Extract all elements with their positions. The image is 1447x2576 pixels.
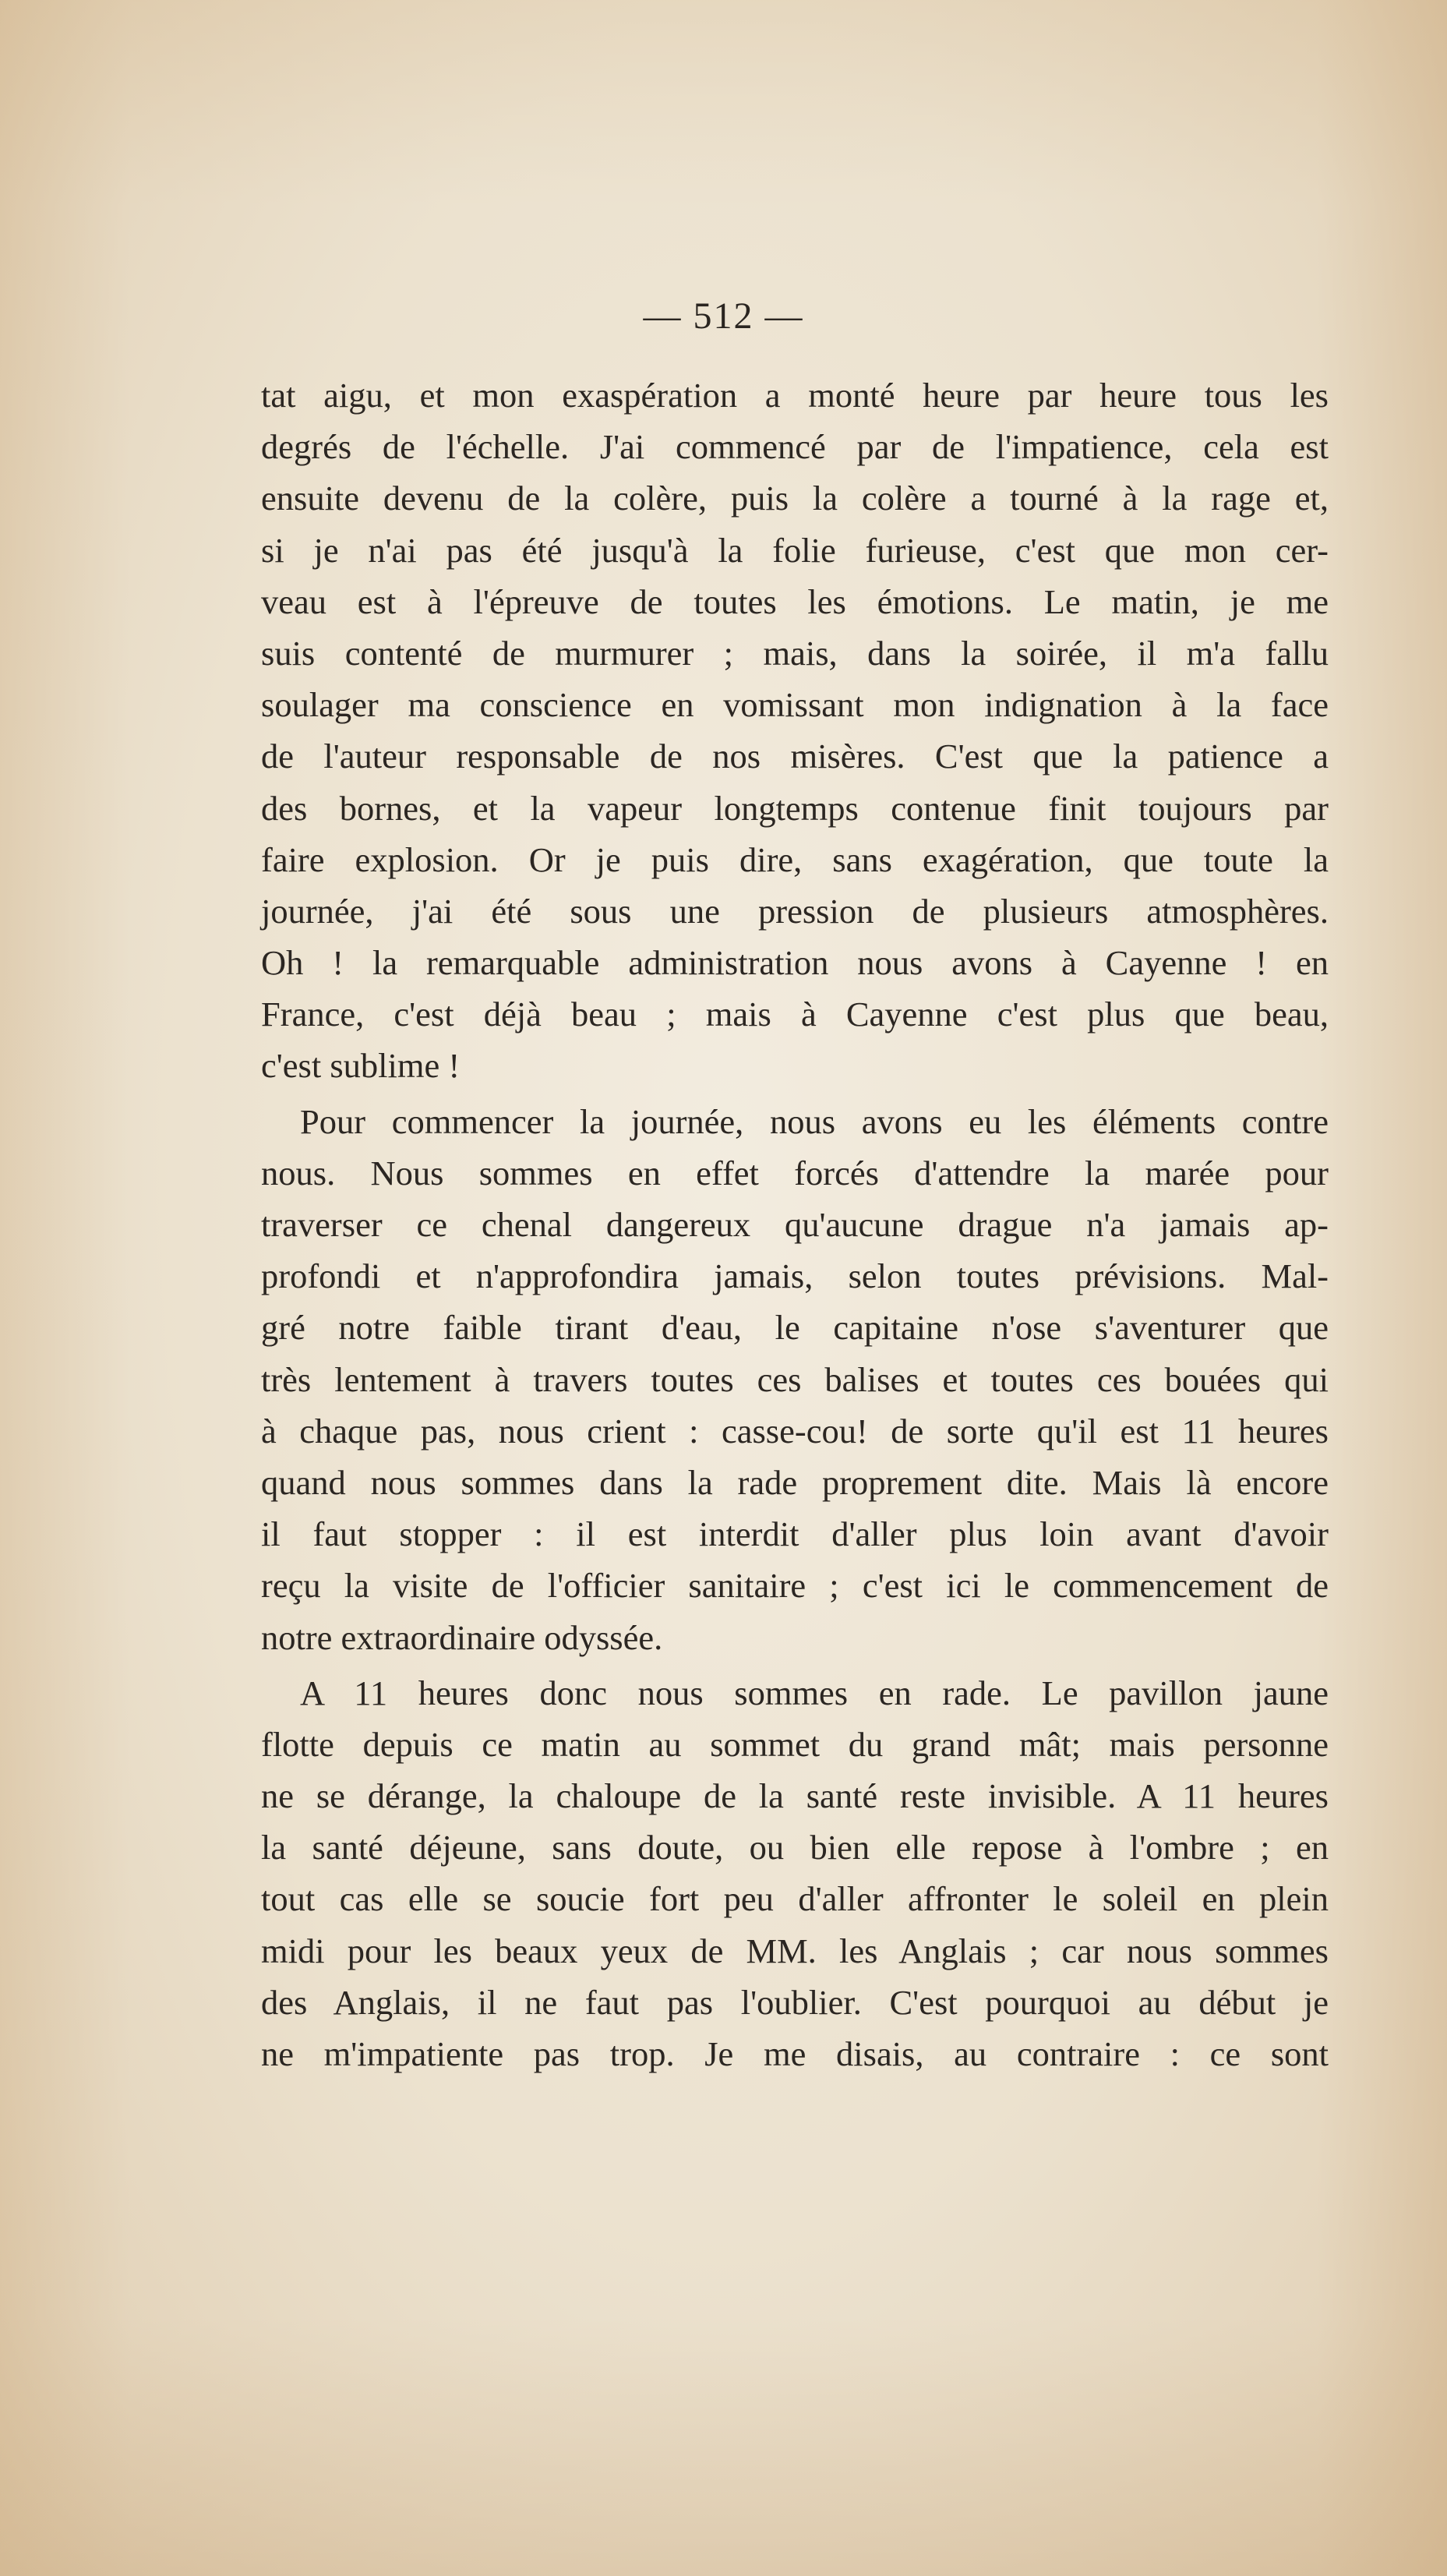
text-line: ne m'impatiente pas trop. Je me disais, au contraire : ce sont — [261, 2034, 1329, 2073]
text-line: des Anglais, il ne faut pas l'oublier. C'est pourquoi au début je — [261, 1982, 1329, 2022]
paragraph-1 — [261, 369, 1329, 1092]
text-line: tat aigu, et mon exaspération a monté heure par heure tous les — [261, 376, 1329, 415]
text-line: notre extraordinaire odyssée. — [261, 1617, 663, 1657]
text-line: soulager ma conscience en vomissant mon indignation à la face — [261, 685, 1329, 725]
text-line: de l'auteur responsable de nos misères. C'est que la patience a — [261, 737, 1329, 776]
paragraph-3 — [261, 1667, 1329, 2080]
text-line: ensuite devenu de la colère, puis la colère a tourné à la rage et, — [261, 479, 1329, 518]
text-line: à chaque pas, nous crient : casse-cou! de sorte qu'il est 11 heures — [261, 1411, 1329, 1451]
paragraph-2 — [261, 1096, 1329, 1663]
text-line: nous. Nous sommes en effet forcés d'attendre la marée pour — [261, 1153, 1329, 1193]
page-number: — 512 — — [643, 295, 804, 337]
text-line: traverser ce chenal dangereux qu'aucune drague n'a jamais ap- — [261, 1205, 1329, 1244]
text-line: tout cas elle se soucie fort peu d'aller affronter le soleil en plein — [261, 1879, 1329, 1919]
text-line: veau est à l'épreuve de toutes les émotions. Le matin, je me — [261, 581, 1329, 621]
text-line: il faut stopper : il est interdit d'aller plus loin avant d'avoir — [261, 1514, 1329, 1554]
text-line: Oh ! la remarquable administration nous avons à Cayenne ! en — [261, 943, 1329, 983]
body-text — [261, 369, 1329, 2080]
text-line: gré notre faible tirant d'eau, le capitaine n'ose s'aventurer que — [261, 1308, 1329, 1348]
text-line: journée, j'ai été sous une pression de plusieurs atmosphères. — [261, 891, 1329, 931]
text-line: midi pour les beaux yeux de MM. les Anglais ; car nous sommes — [261, 1931, 1329, 1970]
text-line: suis contenté de murmurer ; mais, dans la soirée, il m'a fallu — [261, 633, 1329, 673]
text-line: profondi et n'approfondira jamais, selon toutes prévisions. Mal- — [261, 1256, 1329, 1296]
text-line: faire explosion. Or je puis dire, sans exagération, que toute la — [261, 839, 1329, 879]
text-line: A 11 heures donc nous sommes en rade. Le pavillon jaune — [300, 1673, 1329, 1712]
text-line: très lentement à travers toutes ces balises et toutes ces bouées qui — [261, 1359, 1329, 1399]
text-line: des bornes, et la vapeur longtemps contenue finit toujours par — [261, 788, 1329, 828]
text-line: c'est sublime ! — [261, 1046, 461, 1086]
text-line: flotte depuis ce matin au sommet du grand mât; mais personne — [261, 1724, 1329, 1764]
text-line: Pour commencer la journée, nous avons eu les éléments contre — [300, 1101, 1329, 1141]
text-line: degrés de l'échelle. J'ai commencé par de l'impatience, cela est — [261, 427, 1329, 467]
text-line: France, c'est déjà beau ; mais à Cayenne c'est plus que beau, — [261, 995, 1329, 1034]
text-line: ne se dérange, la chaloupe de la santé reste invisible. A 11 heures — [261, 1776, 1329, 1816]
text-line: la santé déjeune, sans doute, ou bien elle repose à l'ombre ; en — [261, 1828, 1329, 1868]
text-line: reçu la visite de l'officier sanitaire ; c'est ici le commencement de — [261, 1566, 1329, 1606]
text-line: si je n'ai pas été jusqu'à la folie furieuse, c'est que mon cer- — [261, 530, 1329, 570]
text-line: quand nous sommes dans la rade proprement dite. Mais là encore — [261, 1462, 1329, 1502]
